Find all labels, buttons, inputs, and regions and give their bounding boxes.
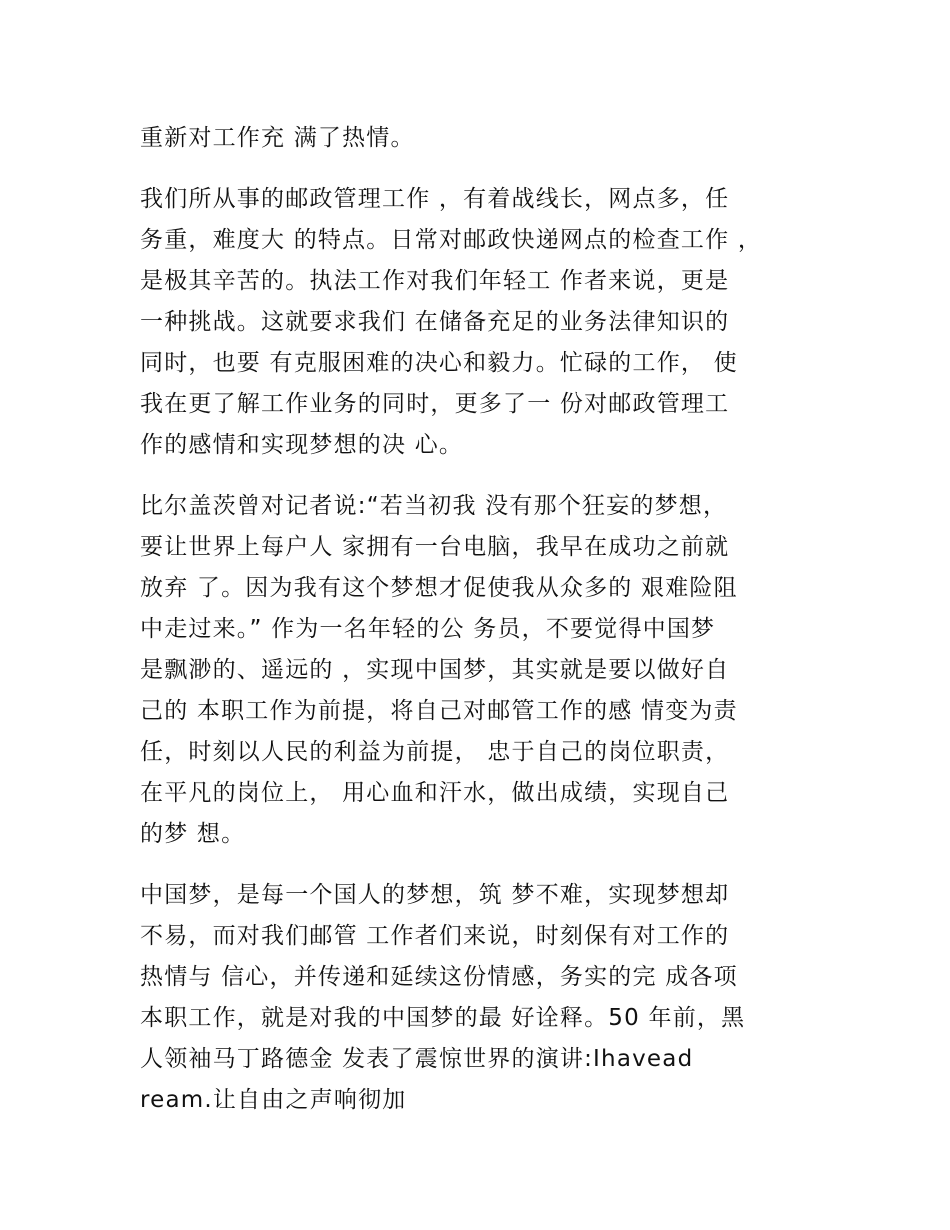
document-page — [140, 118, 812, 1141]
text-line: 是极其辛苦的。执法工作对我们年轻工 作者来说，更是 — [140, 268, 730, 294]
text-line: ream.让自由之声响彻加 — [140, 1087, 407, 1113]
text-line: 我在更了解工作业务的同时，更多了一 份对邮政管理工 — [140, 391, 730, 417]
text-line: 作的感情和实现梦想的决 心。 — [140, 432, 464, 458]
text-line: 放弃 了。因为我有这个梦想才促使我从众多的 艰难险阻 — [140, 575, 738, 601]
text-line: 要让世界上每户人 家拥有一台电脑，我早在成功之前就 — [140, 534, 730, 560]
text-line: 不易，而对我们邮管 工作者们来说，时刻保有对工作的 — [140, 923, 730, 949]
text-line: 热情与 信心，并传递和延续这份情感，务实的完 成各项 — [140, 964, 738, 990]
text-line: 重新对工作充 满了热情。 — [140, 125, 415, 151]
text-line: 人领袖马丁路德金 发表了震惊世界的演讲:Ihavead — [140, 1046, 694, 1072]
paragraph-2 — [140, 179, 812, 466]
text-line: 中走过来。” 作为一名年轻的公 务员，不要觉得中国梦 — [140, 616, 716, 642]
text-line: 任，时刻以人民的利益为前提， 忠于自己的岗位职责， — [140, 739, 730, 765]
paragraph-4 — [140, 875, 812, 1121]
text-line: 一种挑战。这就要求我们 在储备充足的业务法律知识的 — [140, 309, 730, 335]
text-line: 中国梦，是每一个国人的梦想，筑 梦不难，实现梦想却 — [140, 882, 730, 908]
paragraph-1 — [140, 118, 812, 159]
text-line: 本职工作，就是对我的中国梦的最 好诠释。50 年前，黑 — [140, 1005, 746, 1031]
text-line: 我们所从事的邮政管理工作 ，有着战线长，网点多，任 — [140, 186, 730, 212]
paragraph-3 — [140, 486, 812, 855]
text-line: 比尔盖茨曾对记者说:“若当初我 没有那个狂妄的梦想， — [140, 493, 728, 519]
text-line: 务重，难度大 的特点。日常对邮政快递网点的检查工作 ， — [140, 227, 763, 253]
text-line: 同时，也要 有克服困难的决心和毅力。忙碌的工作， 使 — [140, 350, 738, 376]
text-line: 是飘渺的、遥远的 ，实现中国梦，其实就是要以做好自 — [140, 657, 730, 683]
text-line: 的梦 想。 — [140, 821, 246, 847]
text-line: 己的 本职工作为前提，将自己对邮管工作的感 情变为责 — [140, 698, 738, 724]
text-line: 在平凡的岗位上， 用心血和汗水，做出成绩，实现自己 — [140, 780, 730, 806]
